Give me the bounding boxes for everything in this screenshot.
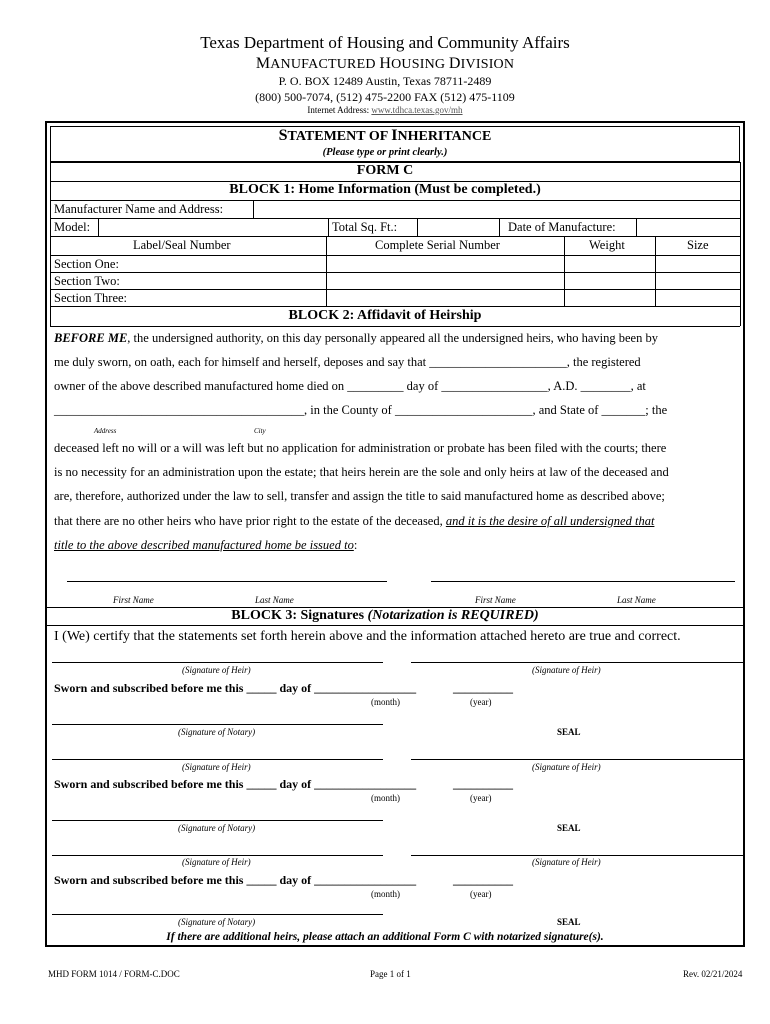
division-initial-1: M <box>255 55 271 72</box>
notary-signature-3[interactable] <box>52 898 383 914</box>
footer-page: Page 1 of 1 <box>370 969 411 979</box>
agency-title: Texas Department of Housing and Community Affairs <box>200 33 570 52</box>
last-name-caption-1: Last Name <box>255 595 294 605</box>
month-caption-3: (month) <box>371 889 400 899</box>
title-initial-i: I <box>391 127 398 144</box>
col-label-seal: Label/Seal Number <box>133 238 231 252</box>
affidavit-line-8-text: that there are no other heirs who have prior right to the estate of the deceased, <box>54 514 446 528</box>
affidavit-line-8 <box>54 514 654 529</box>
notary-signature-2[interactable] <box>52 804 383 820</box>
first-name-caption-2: First Name <box>475 595 516 605</box>
date-manufacture-field[interactable] <box>637 219 739 235</box>
sqft-label: Total Sq. Ft.: <box>332 220 398 234</box>
heir-signature-1a[interactable] <box>52 646 383 662</box>
sqft-field[interactable] <box>418 219 498 235</box>
sig-heir-caption-3b: (Signature of Heir) <box>532 857 601 867</box>
seal-label-3: SEAL <box>557 917 581 927</box>
manufacturer-label: Manufacturer Name and Address: <box>54 202 224 216</box>
sworn-line-2: Sworn and subscribed before me this _____ day of _________________ <box>54 777 417 791</box>
footer-form-id: MHD FORM 1014 / FORM-C.DOC <box>48 969 180 979</box>
agency-phone: (800) 500-7074, (512) 475-2200 FAX (512) 475-1109 <box>255 90 515 104</box>
sig-heir-caption-2a: (Signature of Heir) <box>182 762 251 772</box>
heir-signature-3a[interactable] <box>52 839 383 855</box>
section-one-label: Section One: <box>54 257 119 271</box>
block2-heading: BLOCK 2: Affidavit of Heirship <box>288 308 482 323</box>
certify-statement: I (We) certify that the statements set forth herein above and the information attached hereto are true and correct. <box>54 629 681 644</box>
affidavit-line-6: is no necessity for an administration upon the estate; that heirs herein are the sole and only heirs at law of the deceased and <box>54 465 669 479</box>
year-caption-1: (year) <box>470 697 492 707</box>
division-initial-2: H <box>379 55 392 72</box>
year-blank-2: __________ <box>453 777 513 791</box>
manufacturer-field[interactable] <box>254 201 739 217</box>
division-title <box>0 55 770 73</box>
affidavit-line-5: deceased left no will or a will was left but no application for administration or probate has been filed with the courts; there <box>54 441 667 455</box>
sig-notary-caption-2: (Signature of Notary) <box>178 823 256 833</box>
last-name-caption-2: Last Name <box>617 595 656 605</box>
block1-heading: BLOCK 1: Home Information (Must be completed.) <box>229 182 541 197</box>
block3-heading-b: (Notarization is REQUIRED) <box>367 608 539 623</box>
sig-heir-caption-1a: (Signature of Heir) <box>182 665 251 675</box>
affidavit-line-1-text: , the undersigned authority, on this day personally appeared all the undersigned heirs, who having been by <box>127 331 658 345</box>
sig-notary-caption-3: (Signature of Notary) <box>178 917 256 927</box>
division-rest-3: IVISION <box>460 57 515 72</box>
heir-signature-1b[interactable] <box>411 646 743 662</box>
affidavit-line-7: are, therefore, authorized under the law to sell, transfer and assign the title to said manufactured home as described above; <box>54 489 665 503</box>
seal-label-2: SEAL <box>557 823 581 833</box>
date-manufacture-label: Date of Manufacture: <box>508 220 616 234</box>
title-rest-2: NHERITANCE <box>397 129 492 144</box>
affidavit-line-4: ________________________________________, in the County of ______________________, and State of _______; the <box>54 403 668 417</box>
internet-label: Internet Address: <box>307 105 372 115</box>
statement-title <box>0 127 770 145</box>
before-me: BEFORE ME <box>54 331 128 345</box>
section-two-label: Section Two: <box>54 274 120 288</box>
title-issued-clause: title to the above described manufactured home be issued to <box>54 538 354 552</box>
year-blank-1: __________ <box>453 681 513 695</box>
first-name-caption-1: First Name <box>113 595 154 605</box>
heir-signature-3b[interactable] <box>411 839 743 855</box>
heir-signature-2a[interactable] <box>52 743 383 759</box>
desire-clause: and it is the desire of all undersigned that <box>445 514 655 528</box>
form-label: FORM C <box>356 163 414 178</box>
heir-name-field-1[interactable] <box>67 566 387 581</box>
model-field[interactable] <box>99 219 327 235</box>
seal-label-1: SEAL <box>557 727 581 737</box>
month-caption-1: (month) <box>371 697 400 707</box>
heir-name-field-2[interactable] <box>431 566 735 581</box>
city-caption: City <box>254 427 266 435</box>
division-rest-2: OUSING <box>391 57 449 72</box>
address-caption: Address <box>94 427 117 435</box>
section-three-label: Section Three: <box>54 291 128 305</box>
notary-signature-1[interactable] <box>52 708 383 724</box>
internet-link[interactable]: www.tdhca.texas.gov/mh <box>371 105 463 115</box>
colon: : <box>353 538 358 552</box>
footer-rev: Rev. 02/21/2024 <box>683 969 743 979</box>
sig-heir-caption-2b: (Signature of Heir) <box>532 762 601 772</box>
title-initial-s: S <box>278 127 288 144</box>
affidavit-line-9 <box>54 538 357 553</box>
affidavit-line-1 <box>54 331 658 346</box>
col-serial: Complete Serial Number <box>375 238 500 252</box>
serial-number-fields[interactable] <box>327 256 563 305</box>
year-caption-3: (year) <box>470 889 492 899</box>
year-caption-2: (year) <box>470 793 492 803</box>
agency-address: P. O. BOX 12489 Austin, Texas 78711-2489 <box>278 74 492 88</box>
sworn-line-1: Sworn and subscribed before me this _____ day of _________________ <box>54 681 417 695</box>
col-size: Size <box>687 238 709 252</box>
division-rest-1: ANUFACTURED <box>270 57 380 72</box>
additional-heirs-note: If there are additional heirs, please attach an additional Form C with notarized signature(s). <box>166 931 604 943</box>
block3-heading <box>0 608 770 624</box>
internet-address <box>0 105 770 115</box>
print-instruction: (Please type or print clearly.) <box>322 147 448 158</box>
affidavit-line-2: me duly sworn, on oath, each for himself and herself, deposes and say that ______________________, the registered <box>54 355 641 369</box>
sworn-line-3: Sworn and subscribed before me this _____ day of _________________ <box>54 873 417 887</box>
month-caption-2: (month) <box>371 793 400 803</box>
block3-heading-a: BLOCK 3: Signatures <box>231 608 368 623</box>
model-label: Model: <box>54 220 91 234</box>
heir-signature-2b[interactable] <box>411 743 743 759</box>
affidavit-line-3: owner of the above described manufactured home died on _________ day of _________________, A.D. ________, at <box>54 379 646 393</box>
sig-heir-caption-1b: (Signature of Heir) <box>532 665 601 675</box>
division-initial-3: D <box>448 55 461 72</box>
title-rest-1: TATEMENT OF <box>287 129 392 144</box>
sig-notary-caption-1: (Signature of Notary) <box>178 727 256 737</box>
col-weight: Weight <box>589 238 625 252</box>
sig-heir-caption-3a: (Signature of Heir) <box>182 857 251 867</box>
year-blank-3: __________ <box>453 873 513 887</box>
